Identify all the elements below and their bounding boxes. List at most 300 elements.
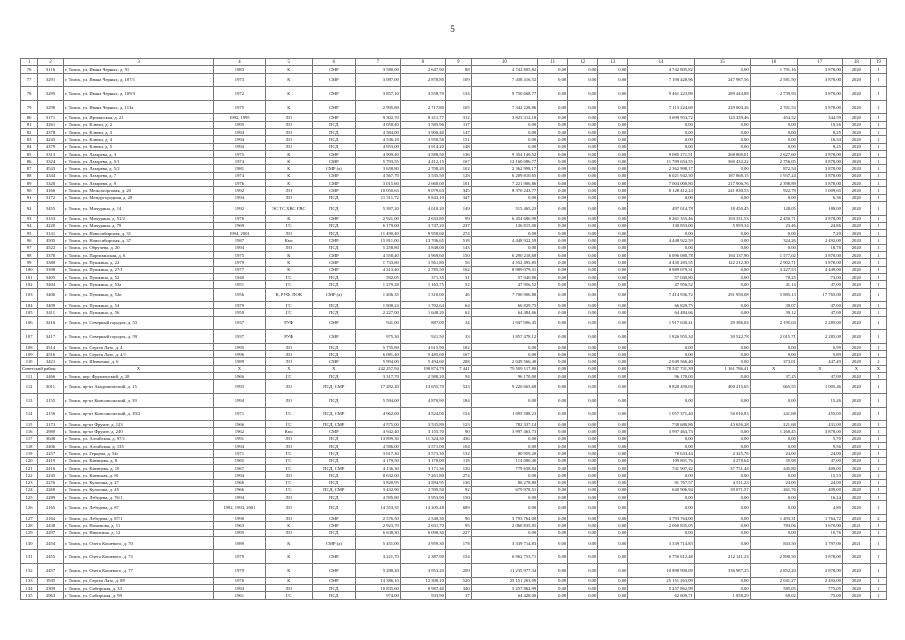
table-cell: г. Томск, ул. Сергея Лазо, д. 88 <box>63 577 213 584</box>
table-cell: 2 852,20 <box>750 564 797 578</box>
table-cell: 2020 <box>842 114 870 121</box>
table-cell: 2 049 566,40 <box>471 358 538 365</box>
table-cell: 1963 <box>214 522 266 529</box>
table-cell: 25 151 263,09 <box>471 577 538 584</box>
table-cell: 94 <box>445 373 471 380</box>
table-cell: 4 412,15 <box>400 158 445 165</box>
table-cell: 4 136,30 <box>355 464 400 471</box>
table-cell: 2 <box>870 358 886 365</box>
table-cell: 18 <box>842 59 870 66</box>
table-cell: 0,00 <box>568 373 598 380</box>
table-cell: 57 040,80 <box>628 273 695 280</box>
table-cell: 130 <box>445 464 471 471</box>
table-cell: 2 <box>38 59 64 66</box>
table-cell: 2 227,00 <box>355 309 400 316</box>
table-cell: X <box>797 365 842 372</box>
table-cell: 6 179,00 <box>355 222 400 229</box>
table-cell: 136 815,00 <box>471 222 538 229</box>
table-cell: 0,00 <box>598 529 628 536</box>
table-cell: 0,00 <box>694 522 750 529</box>
table-cell: 0,00 <box>598 201 628 215</box>
table-cell: 0,00 <box>750 494 797 501</box>
table-row <box>21 222 887 229</box>
table-cell: 0,00 <box>538 592 568 599</box>
table-cell: 4 552 495,85 <box>471 259 538 266</box>
table-cell: 96 <box>21 237 38 244</box>
table-cell: 105 <box>21 309 38 316</box>
table-cell: 4379 <box>38 143 64 150</box>
table-cell: 194 137,90 <box>694 252 750 259</box>
table-cell: 0,00 <box>598 121 628 128</box>
table-cell: 229 004,26 <box>694 100 750 114</box>
table-cell: 1994 <box>214 194 266 201</box>
table-cell: 4 584,00 <box>355 128 400 135</box>
table-cell: 3378 <box>38 252 64 259</box>
table-cell: 3 878,00 <box>797 550 842 564</box>
table-cell: 0,00 <box>568 194 598 201</box>
table-cell: г. Томск, ул. Сергея Лазо, д. 4/1 <box>63 351 213 358</box>
table-cell: 107 <box>21 330 38 344</box>
table-cell: 19 <box>870 59 886 66</box>
table-cell: 2020 <box>842 165 870 172</box>
table-cell: 2 540,30 <box>400 515 445 522</box>
table-cell: К, РУФ, ПОК <box>265 288 312 302</box>
table-cell: 2020 <box>842 244 870 251</box>
table-cell: 2020 <box>842 428 870 435</box>
table-cell: 3172 <box>38 194 64 201</box>
table-row <box>21 351 887 358</box>
table-cell: 6 <box>312 59 355 66</box>
table-cell: 4543 <box>38 165 64 172</box>
table-row <box>21 343 887 350</box>
table-cell: 0,00 <box>598 577 628 584</box>
table-cell: 3313 <box>38 150 64 157</box>
table-cell: 0,00 <box>538 351 568 358</box>
table-cell: 1 <box>870 407 886 421</box>
table-cell: К <box>265 536 312 550</box>
table-cell: ПСД <box>312 143 355 150</box>
table-cell: 0,00 <box>538 486 568 493</box>
table-cell: г. Томск, ул. Киевцева, д. 8 <box>63 457 213 464</box>
table-row <box>21 136 887 143</box>
table-cell: 2276 <box>38 479 64 486</box>
table-cell: 0,00 <box>750 244 797 251</box>
table-cell: г. Томск, ул. Иртышская, д. 21 <box>63 114 213 121</box>
table-cell: г. Томск, ул. Ивана Черных, д. 91 <box>63 66 213 73</box>
table-cell: 64 484,66 <box>471 309 538 316</box>
table-cell: 0,00 <box>568 592 598 599</box>
table-row <box>21 494 887 501</box>
table-cell: 3 015,60 <box>355 180 400 187</box>
table-cell: 132 <box>21 564 38 578</box>
table-cell: 0,00 <box>538 114 568 121</box>
table-cell: 96 <box>445 515 471 522</box>
table-cell: 3 878,00 <box>797 428 842 435</box>
column-number-row <box>21 59 887 66</box>
table-cell: 7 113 224,60 <box>628 100 695 114</box>
table-cell: СМР (а) <box>312 288 355 302</box>
table-cell: г. Томск, ул. Олега Кошевого, д. 70 <box>63 536 213 550</box>
table-cell: 0,00 <box>568 158 598 165</box>
table-cell: 0,00 <box>598 522 628 529</box>
table-cell: 11 235 977,34 <box>471 564 538 578</box>
table-cell: 2020 <box>842 273 870 280</box>
table-cell: 0,00 <box>568 464 598 471</box>
table-cell: 2020 <box>842 479 870 486</box>
table-cell: 1 <box>870 230 886 237</box>
table-cell: 0,00 <box>538 73 568 87</box>
table-row <box>21 584 887 591</box>
table-cell: 0,00 <box>598 421 628 428</box>
table-cell: 6 209 810,65 <box>471 172 538 179</box>
table-cell: 111 <box>21 373 38 380</box>
table-cell: 2 195,04 <box>750 316 797 330</box>
table-cell: 5 494,60 <box>400 358 445 365</box>
table-cell: 9 <box>445 59 471 66</box>
table-cell: 2020 <box>842 143 870 150</box>
housing-register-table <box>20 58 887 600</box>
table-cell: 56 <box>445 259 471 266</box>
table-cell: ГС <box>265 302 312 309</box>
table-cell: ПСД <box>312 494 355 501</box>
table-cell: г. Томск, ул. Кулагина, д. 27 <box>63 479 213 486</box>
table-cell: К <box>265 266 312 273</box>
table-cell: СМР <box>312 180 355 187</box>
table-cell: 1 406,35 <box>355 288 400 302</box>
table-cell: 57 040,80 <box>471 273 538 280</box>
table-cell: 227 <box>445 529 471 536</box>
table-cell: 3 878,00 <box>797 100 842 114</box>
table-cell: г. Томск, ул. Киевская, д. 81 <box>63 472 213 479</box>
table-cell: 2297 <box>38 529 64 536</box>
table-cell: 0,00 <box>568 358 598 365</box>
table-cell: 1987 <box>214 237 266 244</box>
table-cell: 126 <box>21 501 38 515</box>
table-cell: г. Томск, ул. Партизанская, д. 6 <box>63 252 213 259</box>
table-cell: 3 953,20 <box>400 564 445 578</box>
table-cell: 198 874,79 <box>400 365 445 372</box>
table-row <box>21 428 887 435</box>
table-cell: 0,00 <box>598 237 628 244</box>
table-cell: ПСД <box>312 472 355 479</box>
table-cell: ГС <box>265 373 312 380</box>
table-cell: 11 <box>538 59 568 66</box>
table-cell: 1 947 006,45 <box>471 316 538 330</box>
table-cell: 0,00 <box>538 259 568 266</box>
table-cell: 0,00 <box>538 393 568 407</box>
table-cell: 2020 <box>842 373 870 380</box>
table-cell: ПСД <box>312 457 355 464</box>
table-cell: X <box>63 365 213 372</box>
table-cell: 0,00 <box>471 472 538 479</box>
table-cell: 5 793,55 <box>355 158 400 165</box>
table-cell: 1967 <box>214 464 266 471</box>
table-cell: 0,00 <box>568 244 598 251</box>
table-row <box>21 443 887 450</box>
table-cell: 84 <box>21 143 38 150</box>
table-cell: 0,00 <box>694 536 750 550</box>
table-cell: 149 <box>445 201 471 215</box>
table-cell: г. Томск, ул. Пушкина, д. 27/1 <box>63 266 213 273</box>
table-cell: 3398 <box>38 266 64 273</box>
table-cell: г. Томск, ул. Шевченко, д. 6 <box>63 358 213 365</box>
table-cell: 0,00 <box>568 450 598 457</box>
table-cell: 1977 <box>214 266 266 273</box>
table-cell: 4 058,40 <box>355 121 400 128</box>
table-cell: 3 878,00 <box>797 73 842 87</box>
table-cell: 33 <box>445 330 471 344</box>
table-cell: 0,00 <box>598 215 628 222</box>
table-cell: 3404 <box>38 281 64 288</box>
table-cell: 1 <box>21 59 38 66</box>
table-cell: 3 823 312,18 <box>471 114 538 121</box>
table-cell: 0,00 <box>538 515 568 522</box>
table-row <box>21 172 887 179</box>
table-cell: 1 <box>870 550 886 564</box>
table-cell: 4 010,20 <box>400 201 445 215</box>
table-cell: г. Томск, ул. Киевцева, д. 10 <box>63 464 213 471</box>
table-cell: 0,00 <box>694 393 750 407</box>
table-cell: 47,00 <box>797 373 842 380</box>
table-cell: 0,00 <box>538 443 568 450</box>
table-cell: 941,00 <box>355 316 400 330</box>
table-cell: 345 <box>445 187 471 194</box>
table-cell: 110 <box>21 358 38 365</box>
table-cell: 3 585,96 <box>400 121 445 128</box>
table-cell: 0,00 <box>538 165 568 172</box>
table-row <box>21 128 887 135</box>
table-cell: ЛО <box>265 136 312 143</box>
table-cell: 100 <box>21 266 38 273</box>
table-cell: 1 <box>870 309 886 316</box>
table-cell: 3 953,90 <box>400 494 445 501</box>
table-cell: 520 <box>445 577 471 584</box>
table-cell: 2020 <box>842 302 870 309</box>
table-cell: 109 801,76 <box>628 457 695 464</box>
section-label: Советский район <box>21 365 64 372</box>
table-cell: 0,00 <box>628 121 695 128</box>
table-cell: 1 <box>870 252 886 259</box>
table-cell: 0,00 <box>598 365 628 372</box>
table-cell: 0,00 <box>568 564 598 578</box>
table-cell: 1992 <box>214 201 266 215</box>
table-cell: 4 942,40 <box>355 428 400 435</box>
table-cell: 4 870,90 <box>400 393 445 407</box>
table-cell: 78 547 731,39 <box>628 365 695 372</box>
table-cell: 2156 <box>38 407 64 421</box>
table-cell: 127 <box>21 515 38 522</box>
table-row <box>21 230 887 237</box>
table-cell: г. Томск, ул. Сибирская, д. 33 <box>63 584 213 591</box>
table-cell: 3048 <box>38 435 64 442</box>
table-cell: ЛО <box>265 187 312 194</box>
table-cell: 1 <box>870 302 886 309</box>
table-cell: 1975 <box>214 252 266 259</box>
table-cell: 2020 <box>842 380 870 394</box>
table-cell: 0,00 <box>568 230 598 237</box>
table-cell: 2980 <box>38 428 64 435</box>
table-cell: г. Томск, ул. Ивана Черных, д. 107/1 <box>63 73 213 87</box>
table-cell: 0,00 <box>538 435 568 442</box>
table-row <box>21 237 887 244</box>
table-cell: 0,00 <box>568 486 598 493</box>
table-cell: 24,00 <box>750 450 797 457</box>
table-cell: 1951 <box>214 281 266 288</box>
table-cell: 2020 <box>842 550 870 564</box>
table-cell: 4 909,40 <box>355 150 400 157</box>
table-cell: 3 820,95 <box>355 479 400 486</box>
table-cell: 221,68 <box>750 421 797 428</box>
table-cell: 0,00 <box>628 443 695 450</box>
table-cell: 0,00 <box>568 288 598 302</box>
table-cell: 3 588,50 <box>400 150 445 157</box>
table-cell: 1 <box>870 180 886 187</box>
table-cell: 66 829,75 <box>628 302 695 309</box>
table-cell: ГС <box>265 464 312 471</box>
table-cell: 3 580,00 <box>355 66 400 73</box>
table-cell: 86 <box>21 158 38 165</box>
table-cell: 2020 <box>842 230 870 237</box>
table-cell: ЛО <box>265 358 312 365</box>
table-cell: 81 767,57 <box>628 479 695 486</box>
table-cell: 95 <box>21 230 38 237</box>
table-cell: 1 <box>870 114 886 121</box>
table-cell: 0,00 <box>598 194 628 201</box>
table-cell: 2 785,50 <box>400 266 445 273</box>
table-cell: 0,00 <box>538 66 568 73</box>
table-cell: 116 <box>21 428 38 435</box>
table-cell: 17 282,20 <box>355 380 400 394</box>
table-cell: СМР <box>312 87 355 101</box>
table-cell: ПСД <box>312 201 355 215</box>
table-cell: 0,00 <box>538 194 568 201</box>
table-cell: 1 <box>870 73 886 87</box>
table-cell: 0,00 <box>568 114 598 121</box>
table-cell: 16,24 <box>797 494 842 501</box>
table-cell: г. Томск, ул. Мичурина, д. 14 <box>63 201 213 215</box>
table-cell: 102 <box>21 281 38 288</box>
table-cell: 3 878,00 <box>797 87 842 101</box>
table-cell: 0,00 <box>568 215 598 222</box>
table-cell: 5 594,00 <box>355 393 400 407</box>
table-cell: 1 <box>870 201 886 215</box>
table-cell: 0,00 <box>568 421 598 428</box>
table-cell: 79 <box>21 100 38 114</box>
table-cell: г. Томск, ул. Новосибирская, д. 37 <box>63 237 213 244</box>
table-cell: 0,00 <box>750 393 797 407</box>
table-cell: 151 <box>445 136 471 143</box>
table-cell: 2020 <box>842 128 870 135</box>
table-row <box>21 373 887 380</box>
table-cell: 0,00 <box>538 316 568 330</box>
table-cell: 34 <box>445 316 471 330</box>
table-cell: 3421 <box>38 358 64 365</box>
table-cell: 9 085 271,51 <box>628 150 695 157</box>
table-cell: 4 <box>214 59 266 66</box>
table-cell: 1 <box>870 529 886 536</box>
table-cell: 2021 <box>842 536 870 550</box>
table-cell: 1 <box>870 577 886 584</box>
table-cell: 0,00 <box>694 66 750 73</box>
table-cell: 0,00 <box>694 494 750 501</box>
table-cell: ПСД, СМР <box>312 407 355 421</box>
table-cell: г. Томск, ул. Ключи, д. 5 <box>63 143 213 150</box>
table-cell: 400 215,65 <box>694 380 750 394</box>
table-cell: 1994 <box>214 494 266 501</box>
table-cell: 9 750 668,77 <box>471 87 538 101</box>
table-cell: 1989 <box>214 536 266 550</box>
table-cell: 102 <box>445 165 471 172</box>
table-cell: 17 765,00 <box>797 288 842 302</box>
table-cell: 0,00 <box>598 428 628 435</box>
table-cell: 1 <box>870 457 886 464</box>
table-cell: 3 432,90 <box>355 486 400 493</box>
table-cell: 114 080,40 <box>471 457 538 464</box>
table-cell: 82 <box>21 128 38 135</box>
table-cell: 39,07 <box>750 302 797 309</box>
table-cell: 3 227,53 <box>750 266 797 273</box>
table-cell: 1 <box>870 351 886 358</box>
table-cell: 347 <box>445 194 471 201</box>
table-cell: 0,00 <box>694 577 750 584</box>
table-cell: г. Томск, ул. Олега Кошевого, д. 73 <box>63 550 213 564</box>
table-cell: 154 <box>445 550 471 564</box>
table-cell: ЛО <box>265 494 312 501</box>
table-cell: X <box>312 365 355 372</box>
table-row <box>21 87 887 101</box>
table-cell: 1 <box>870 486 886 493</box>
table-row <box>21 464 887 471</box>
table-cell: СМР <box>312 187 355 194</box>
table-cell: 0,00 <box>568 273 598 280</box>
table-cell: 431,00 <box>797 421 842 428</box>
table-cell: 2021 <box>842 522 870 529</box>
table-row <box>21 564 887 578</box>
table-row <box>21 281 887 288</box>
table-cell: 0,00 <box>598 136 628 143</box>
table-cell: 96 170,00 <box>628 373 695 380</box>
table-cell: 1974 <box>214 172 266 179</box>
table-cell: 1937 <box>214 316 266 330</box>
table-cell: г. Томск, ул. Никитина, д. 12 <box>63 529 213 536</box>
table-cell: 3 878,00 <box>797 259 842 266</box>
table-cell: 1 <box>870 584 886 591</box>
table-cell: ПСД <box>312 302 355 309</box>
table-cell: 0,00 <box>598 464 628 471</box>
table-cell: ПСД <box>312 309 355 316</box>
table-cell: 373,01 <box>750 358 797 365</box>
table-cell: 16,34 <box>797 136 842 143</box>
table-cell: 39 071,57 <box>694 486 750 493</box>
table-cell: 4 278,64 <box>694 457 750 464</box>
table-cell: 0,00 <box>568 365 598 372</box>
table-cell: 0,00 <box>538 180 568 187</box>
table-cell: 0,00 <box>538 522 568 529</box>
table-cell: К <box>265 180 312 187</box>
table-cell: 0,00 <box>568 479 598 486</box>
table-cell: 242 257,94 <box>355 365 400 372</box>
table-cell: 8 370 243,77 <box>471 187 538 194</box>
table-cell: 0,00 <box>694 373 750 380</box>
table-cell: 1994 <box>214 443 266 450</box>
table-cell: 0,00 <box>694 244 750 251</box>
table-cell: 2020 <box>842 457 870 464</box>
table-row <box>21 114 887 121</box>
table-cell: 5 451,00 <box>355 536 400 550</box>
table-cell: 5 <box>265 59 312 66</box>
table-cell: СМР <box>312 252 355 259</box>
table-cell: 85 <box>21 150 38 157</box>
